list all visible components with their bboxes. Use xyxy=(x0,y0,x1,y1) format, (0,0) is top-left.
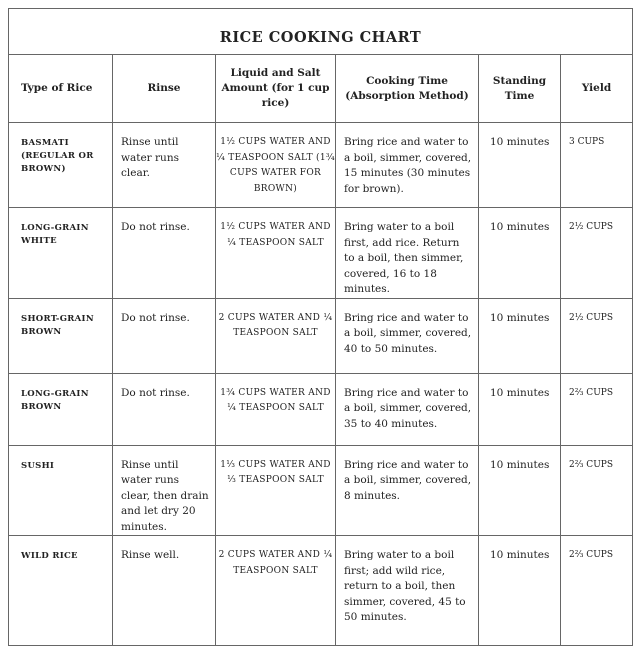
cell-standing: 10 minutes xyxy=(479,536,561,646)
header-standing-time: Standing Time xyxy=(479,55,561,123)
cell-liquid: 1½ CUPS WATER AND ¼ TEASPOON SALT xyxy=(216,208,336,299)
cell-rinse: Do not rinse. xyxy=(113,373,216,445)
rice-cooking-chart xyxy=(8,8,633,646)
cell-liquid: 2 CUPS WATER AND ¼ TEASPOON SALT xyxy=(216,298,336,373)
cell-standing: 10 minutes xyxy=(479,123,561,208)
cell-liquid: 1½ CUPS WATER AND ¼ TEASPOON SALT (1¾ CUPS WATER FOR BROWN) xyxy=(216,123,336,208)
cell-cooking: Bring rice and water to a boil, simmer, covered, 35 to 40 minutes. xyxy=(336,373,479,445)
cell-type: SHORT-GRAIN BROWN xyxy=(9,298,113,373)
cell-type: SUSHI xyxy=(9,445,113,536)
cell-yield: 2⅔ CUPS xyxy=(561,373,633,445)
cell-rinse: Rinse until water runs clear. xyxy=(113,123,216,208)
chart-title: RICE COOKING CHART xyxy=(9,9,633,55)
cell-liquid: 1¾ CUPS WATER AND ¼ TEASPOON SALT xyxy=(216,373,336,445)
cell-cooking: Bring rice and water to a boil, simmer, covered, 15 minutes (30 minutes for brown). xyxy=(336,123,479,208)
cell-yield: 2½ CUPS xyxy=(561,208,633,299)
cell-type: WILD RICE xyxy=(9,536,113,646)
cell-type: LONG-GRAIN BROWN xyxy=(9,373,113,445)
cell-type: BASMATI (REGULAR OR BROWN) xyxy=(9,123,113,208)
cell-standing: 10 minutes xyxy=(479,373,561,445)
header-row xyxy=(9,55,633,123)
cell-type: LONG-GRAIN WHITE xyxy=(9,208,113,299)
cell-standing: 10 minutes xyxy=(479,298,561,373)
header-liquid: Liquid and Salt Amount (for 1 cup rice) xyxy=(216,55,336,123)
cell-rinse: Rinse until water runs clear, then drain and let dry 20 minutes. xyxy=(113,445,216,536)
cell-liquid: 2 CUPS WATER AND ¼ TEASPOON SALT xyxy=(216,536,336,646)
cell-rinse: Do not rinse. xyxy=(113,298,216,373)
table-row xyxy=(9,536,633,646)
cell-standing: 10 minutes xyxy=(479,208,561,299)
cell-yield: 3 CUPS xyxy=(561,123,633,208)
cell-yield: 2½ CUPS xyxy=(561,298,633,373)
cell-cooking: Bring rice and water to a boil, simmer, covered, 8 minutes. xyxy=(336,445,479,536)
table-row xyxy=(9,373,633,445)
cell-yield: 2⅔ CUPS xyxy=(561,536,633,646)
header-rinse: Rinse xyxy=(113,55,216,123)
table-row xyxy=(9,208,633,299)
cell-cooking: Bring rice and water to a boil, simmer, covered, 40 to 50 minutes. xyxy=(336,298,479,373)
cell-cooking: Bring water to a boil first, add rice. Return to a boil, then simmer, covered, 16 to 18 minutes. xyxy=(336,208,479,299)
cell-yield: 2⅔ CUPS xyxy=(561,445,633,536)
header-cooking-time: Cooking Time (Absorption Method) xyxy=(336,55,479,123)
table-row xyxy=(9,445,633,536)
header-yield: Yield xyxy=(561,55,633,123)
table-row xyxy=(9,123,633,208)
cell-liquid: 1⅓ CUPS WATER AND ⅓ TEASPOON SALT xyxy=(216,445,336,536)
header-type: Type of Rice xyxy=(9,55,113,123)
table-row xyxy=(9,298,633,373)
cell-rinse: Rinse well. xyxy=(113,536,216,646)
cell-cooking: Bring water to a boil first; add wild rice, return to a boil, then simmer, covered, 45 to 50 minutes. xyxy=(336,536,479,646)
cell-rinse: Do not rinse. xyxy=(113,208,216,299)
cell-standing: 10 minutes xyxy=(479,445,561,536)
